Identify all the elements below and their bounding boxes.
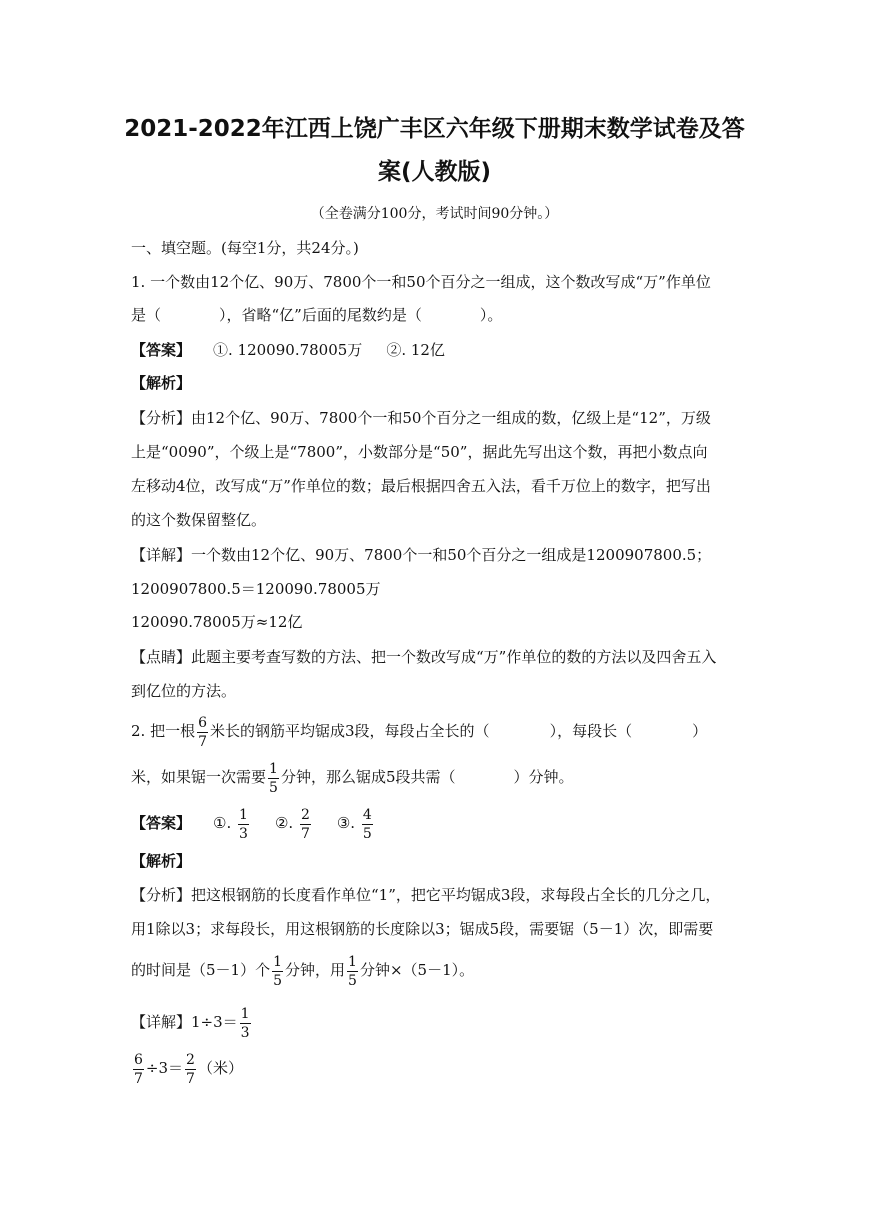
q1-fenxi-3: 左移动4位，改写成“万”作单位的数；最后根据四舍五入法，看千万位上的数字，把写出 (131, 477, 711, 495)
q1-line2-c: ）。 (479, 306, 503, 324)
q2-analysis-label: 【解析】 (131, 852, 192, 870)
q2-line2-a: 米，如果锯一次需要 (131, 768, 267, 786)
denominator: 5 (348, 972, 357, 989)
q1-xiangjie-2: 1200907800.5＝120090.78005万 (131, 580, 381, 598)
denominator: 3 (239, 825, 248, 842)
q1-answer (131, 340, 445, 360)
q2-fenxi-3 (131, 950, 474, 990)
q2-answer (131, 803, 375, 843)
fraction (133, 1051, 144, 1088)
q2-xiangjie-2-c: （米） (197, 1059, 243, 1077)
document-subtitle: （全卷满分100分，考试时间90分钟。） (310, 206, 559, 222)
q1-xiangjie-3: 120090.78005万≈12亿 (131, 613, 303, 631)
q2-line2-b: 分钟，那么锯成5段共需（ (280, 768, 456, 786)
q1-fenxi-2: 上是“0090”，个级上是“7800”，小数部分是“50”，据此先写出这个数，再把小数点向 (131, 443, 708, 461)
q2-line2-c: ）分钟。 (513, 768, 574, 786)
q1-fenxi-1: 【分析】由12个亿、90万、7800个一和50个百分之一组成的数，亿级上是“12”，万级 (131, 409, 711, 427)
fraction (238, 806, 249, 843)
denominator: 5 (273, 972, 283, 989)
numerator: 4 (362, 806, 372, 823)
q1-dianjing-1: 【点睛】此题主要考查写数的方法、把一个数改写成“万”作单位的数的方法以及四舍五入 (131, 648, 717, 666)
q2-line2 (131, 757, 574, 797)
q1-analysis-label: 【解析】 (131, 374, 192, 392)
q2-line1-b: 米长的钢筋平均锯成3段，每段占全长的（ (210, 722, 490, 740)
numerator: 1 (348, 953, 357, 970)
numerator: 6 (198, 714, 208, 731)
q1-line1: 1. 一个数由12个亿、90万、7800个一和50个百分之一组成，这个数改写成“万”作单位 (131, 273, 711, 291)
q2-answer-3-label: ③. (336, 814, 356, 832)
q2-line1-c: ），每段长（ (549, 722, 633, 740)
q2-answer-2-label: ②. (274, 814, 294, 832)
numerator: 1 (240, 1005, 250, 1022)
q1-line2-b: ），省略“亿”后面的尾数约是（ (219, 306, 422, 324)
fraction (272, 953, 283, 990)
q2-xiangjie-2 (131, 1048, 243, 1088)
q2-fenxi-3-a: 的时间是（5－1）个 (131, 961, 271, 979)
denominator: 3 (240, 1024, 250, 1041)
numerator: 1 (239, 806, 248, 823)
document-title-line1: 2021-2022年江西上饶广丰区六年级下册期末数学试卷及答 (124, 116, 745, 142)
q1-dianjing-2: 到亿位的方法。 (131, 682, 237, 700)
q2-line1-a: 2. 把一根 (131, 722, 196, 740)
q2-xiangjie-2-b: ÷3＝ (145, 1059, 184, 1077)
q1-line2-a: 是（ (131, 306, 162, 324)
q1-xiangjie-1: 【详解】一个数由12个亿、90万、7800个一和50个百分之一组成是1200907800.5； (131, 546, 712, 564)
section-heading: 一、填空题。(每空1分，共24分。) (131, 239, 359, 257)
denominator: 5 (269, 779, 278, 796)
q2-xiangjie-1-a: 【详解】1÷3＝ (131, 1013, 238, 1031)
numerator: 2 (186, 1051, 195, 1068)
numerator: 1 (269, 760, 278, 777)
fraction (185, 1051, 196, 1088)
fraction (268, 760, 279, 797)
q2-fenxi-2: 用1除以3；求每段长，用这根钢筋的长度除以3；锯成5段，需要锯（5－1）次，即需要 (131, 920, 714, 938)
numerator: 6 (134, 1051, 143, 1068)
numerator: 1 (273, 953, 283, 970)
q2-answer-1-label: ①. (213, 814, 232, 832)
q2-fenxi-3-b: 分钟，用 (285, 961, 346, 979)
fraction (300, 806, 311, 843)
fraction (347, 953, 358, 990)
q1-fenxi-4: 的这个数保留整亿。 (131, 511, 267, 529)
fraction (362, 806, 373, 843)
answer-label: 【答案】 (131, 341, 192, 359)
document-title-line2: 案(人教版) (377, 159, 492, 185)
q2-xiangjie-1 (131, 1002, 253, 1042)
denominator: 7 (134, 1070, 143, 1087)
q2-line1 (131, 711, 707, 751)
q2-line1-d: ） (692, 722, 708, 740)
denominator: 7 (186, 1070, 195, 1087)
denominator: 5 (362, 825, 372, 842)
q1-answer-1: ①. 120090.78005万 (213, 341, 363, 359)
denominator: 7 (300, 825, 310, 842)
q1-line2 (131, 305, 502, 325)
q2-fenxi-3-c: 分钟×（5－1）。 (359, 961, 475, 979)
fraction (240, 1005, 251, 1042)
denominator: 7 (198, 733, 208, 750)
q2-fenxi-1: 【分析】把这根钢筋的长度看作单位“1”，把它平均锯成3段，求每段占全长的几分之几， (131, 886, 721, 904)
numerator: 2 (300, 806, 310, 823)
answer-label: 【答案】 (131, 814, 192, 832)
q1-answer-2: ②. 12亿 (386, 341, 445, 359)
fraction (197, 714, 208, 751)
